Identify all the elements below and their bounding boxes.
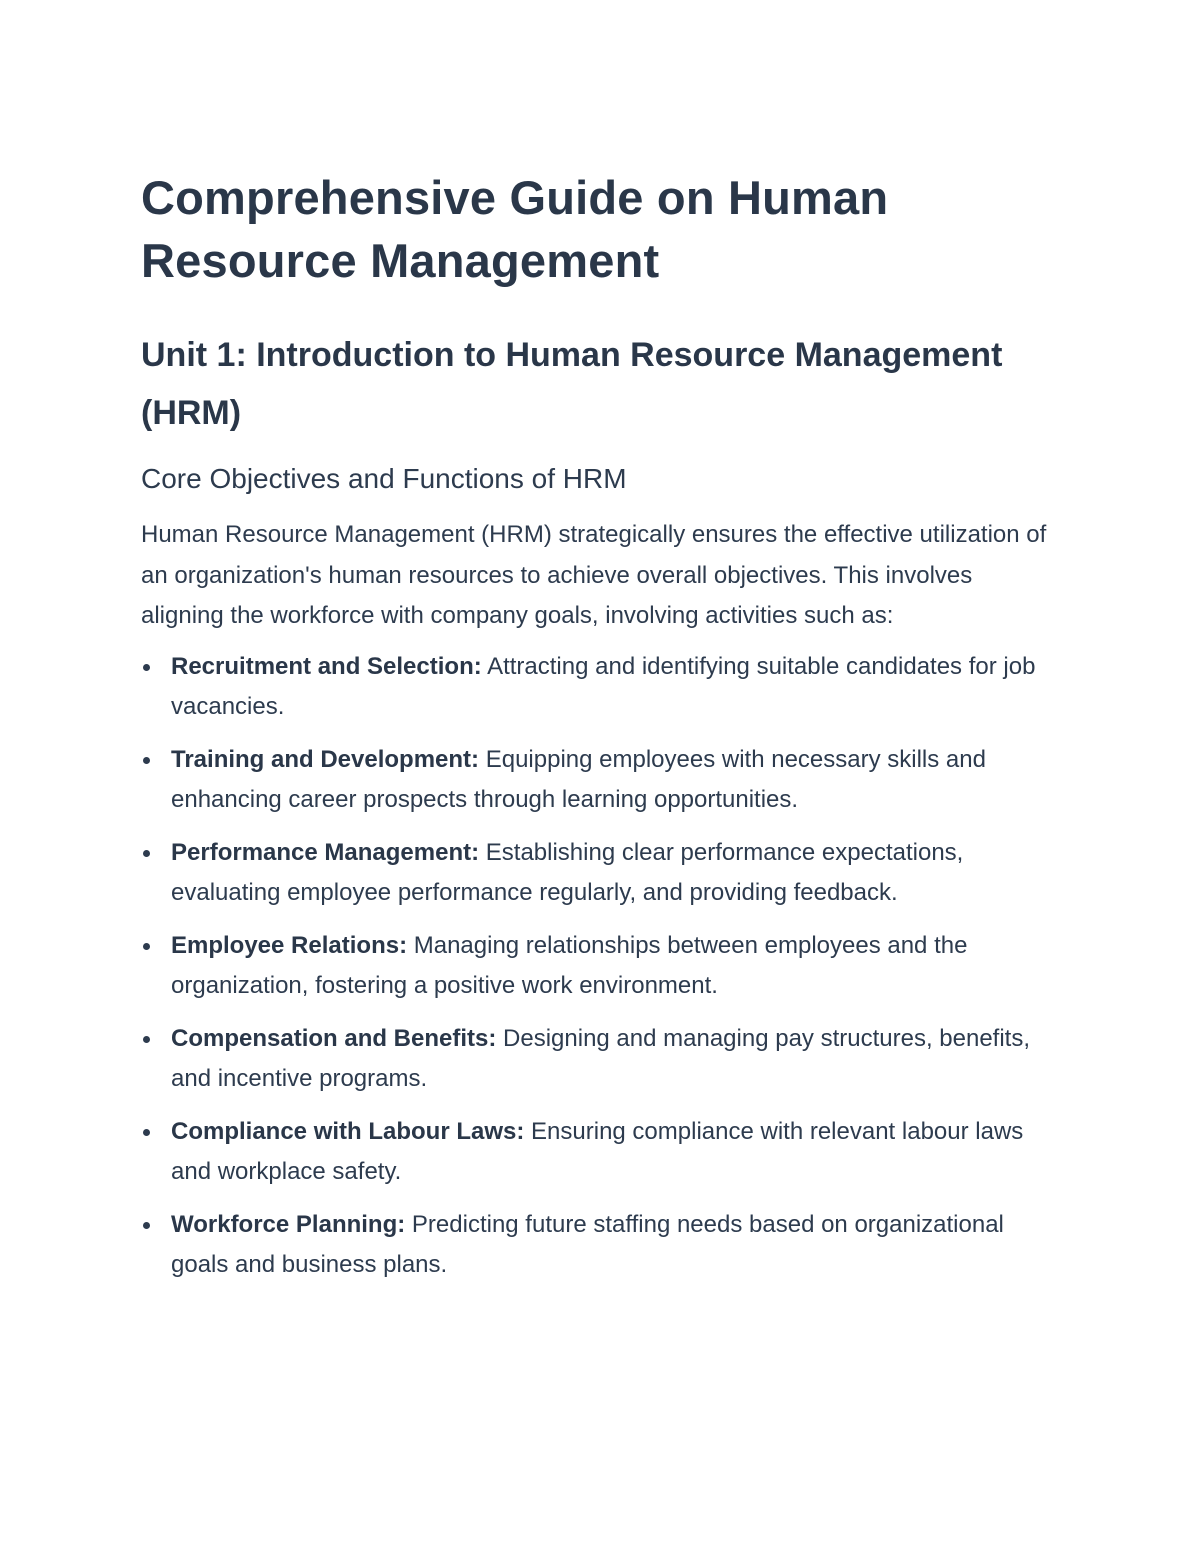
list-item-term: Workforce Planning:: [171, 1210, 406, 1238]
bullet-dot-icon: [143, 850, 150, 857]
list-item-text: Predicting future staffing needs based on organizational goals and business plans.: [171, 1210, 1004, 1278]
list-item: [141, 833, 1061, 913]
section-heading: Core Objectives and Functions of HRM: [141, 463, 627, 494]
bullet-dot-icon: [143, 1036, 150, 1043]
bullet-dot-icon: [143, 1129, 150, 1136]
list-item-term: Compensation and Benefits:: [171, 1024, 497, 1052]
list-item-text: Attracting and identifying suitable candidates for job vacancies.: [171, 652, 1036, 720]
list-item-text: Managing relationships between employees and the organization, fostering a positive work environment.: [171, 931, 968, 999]
list-item: [141, 1205, 1061, 1285]
hrm-functions-list: [141, 647, 1061, 1285]
list-item: [141, 926, 1061, 1006]
bullet-dot-icon: [143, 664, 150, 671]
document-title: Comprehensive Guide on Human Resource Management: [141, 171, 889, 287]
bullet-dot-icon: [143, 943, 150, 950]
list-item-term: Compliance with Labour Laws:: [171, 1117, 525, 1145]
list-item: [141, 647, 1061, 727]
list-item-text: Equipping employees with necessary skills and enhancing career prospects through learning opportunities.: [171, 745, 986, 813]
list-item-term: Recruitment and Selection:: [171, 652, 482, 680]
unit-heading: Unit 1: Introduction to Human Resource Management (HRM): [141, 336, 1003, 432]
list-item: [141, 1112, 1061, 1192]
list-item-text: Designing and managing pay structures, benefits, and incentive programs.: [171, 1024, 1031, 1092]
bullet-dot-icon: [143, 1222, 150, 1229]
list-item-text: Ensuring compliance with relevant labour laws and workplace safety.: [171, 1117, 1024, 1185]
bullet-dot-icon: [143, 757, 150, 764]
list-item-term: Performance Management:: [171, 838, 480, 866]
list-item-term: Training and Development:: [171, 745, 480, 773]
document-page: [141, 166, 1061, 1298]
list-item-text: Establishing clear performance expectations, evaluating employee performance regularly, and providing feedback.: [171, 838, 964, 906]
list-item: [141, 740, 1061, 820]
list-item: [141, 1019, 1061, 1099]
intro-paragraph: Human Resource Management (HRM) strategically ensures the effective utilization of an organization's human resources to achieve overall objectives. This involves aligning the workforce with company goals, involving activities such as:: [141, 521, 1047, 629]
list-item-term: Employee Relations:: [171, 931, 408, 959]
